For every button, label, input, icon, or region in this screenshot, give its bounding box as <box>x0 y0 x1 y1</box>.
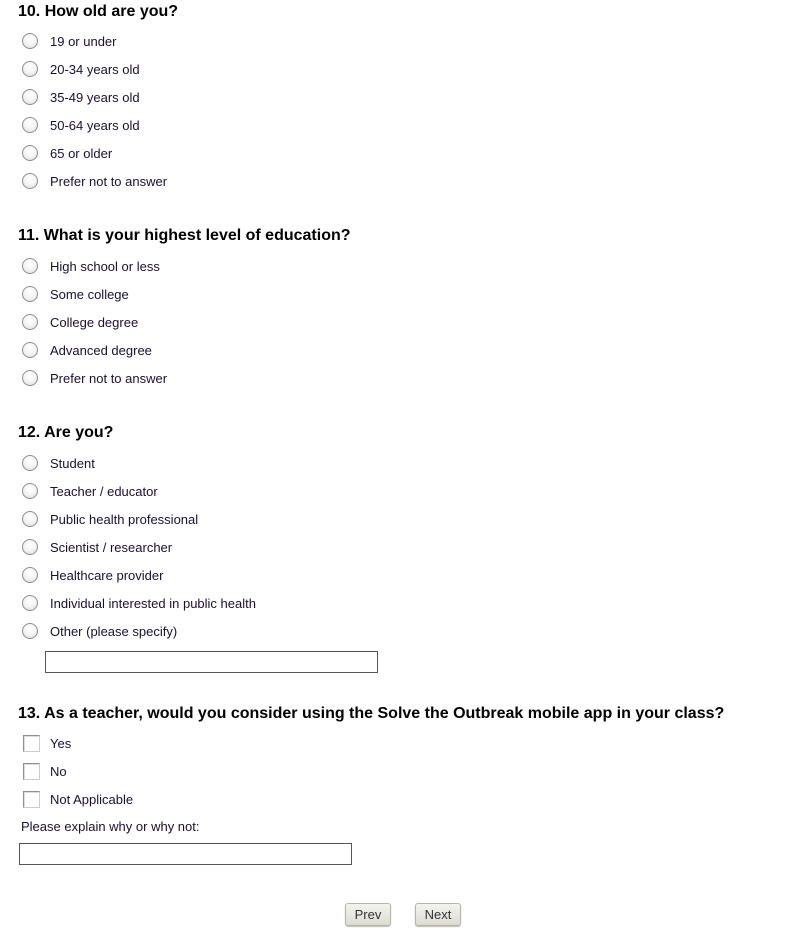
option-label: Public health professional <box>50 511 199 527</box>
explain-label: Please explain why or why not: <box>21 819 200 834</box>
option-label: Individual interested in public health <box>50 595 256 611</box>
radio-button[interactable] <box>22 370 38 386</box>
question-12-title: 12. Are you? <box>18 424 114 441</box>
option-35-49-years-old[interactable] <box>22 87 140 107</box>
option-label: Some college <box>50 286 129 302</box>
option-label: Teacher / educator <box>50 483 158 499</box>
checkbox[interactable] <box>23 735 40 752</box>
question-13-title: 13. As a teacher, would you consider using the Solve the Outbreak mobile app in your class? <box>18 705 725 722</box>
option-label: No <box>50 763 67 779</box>
option-50-64-years-old[interactable] <box>22 115 140 135</box>
option-some-college[interactable] <box>22 284 129 304</box>
option-yes[interactable] <box>22 733 72 753</box>
option-label: Healthcare provider <box>50 567 164 583</box>
option-65-or-older[interactable] <box>22 143 113 163</box>
option-label: Yes <box>50 735 72 751</box>
option-label: 50-64 years old <box>50 117 140 133</box>
other-specify-input[interactable] <box>45 651 378 673</box>
radio-button[interactable] <box>22 539 38 555</box>
option-individual-interested-in-public-health[interactable] <box>22 593 256 613</box>
radio-button[interactable] <box>22 623 38 639</box>
next-button[interactable]: Next <box>415 903 461 926</box>
question-10-title: 10. How old are you? <box>18 3 179 20</box>
option-scientist-researcher[interactable] <box>22 537 173 557</box>
option-label: 19 or under <box>50 33 117 49</box>
radio-button[interactable] <box>22 314 38 330</box>
option-prefer-not-to-answer[interactable] <box>22 171 168 191</box>
option-label: Prefer not to answer <box>50 370 168 386</box>
option-label: Scientist / researcher <box>50 539 173 555</box>
radio-button[interactable] <box>22 286 38 302</box>
option-19-or-under[interactable] <box>22 31 117 51</box>
checkbox[interactable] <box>23 791 40 808</box>
explain-input[interactable] <box>19 843 352 865</box>
option-label: High school or less <box>50 258 160 274</box>
radio-button[interactable] <box>22 342 38 358</box>
radio-button[interactable] <box>22 33 38 49</box>
option-label: 35-49 years old <box>50 89 140 105</box>
option-teacher-educator[interactable] <box>22 481 158 501</box>
radio-button[interactable] <box>22 145 38 161</box>
radio-button[interactable] <box>22 117 38 133</box>
radio-button[interactable] <box>22 61 38 77</box>
option-label: 20-34 years old <box>50 61 140 77</box>
checkbox[interactable] <box>23 763 40 780</box>
radio-button[interactable] <box>22 483 38 499</box>
radio-button[interactable] <box>22 258 38 274</box>
option-student[interactable] <box>22 453 95 473</box>
option-high-school-or-less[interactable] <box>22 256 160 276</box>
option-label: Not Applicable <box>50 791 134 807</box>
radio-button[interactable] <box>22 89 38 105</box>
option-label: 65 or older <box>50 145 113 161</box>
radio-button[interactable] <box>22 455 38 471</box>
option-advanced-degree[interactable] <box>22 340 152 360</box>
radio-button[interactable] <box>22 595 38 611</box>
option-not-applicable[interactable] <box>22 789 134 809</box>
option-public-health-professional[interactable] <box>22 509 199 529</box>
radio-button[interactable] <box>22 511 38 527</box>
option-label: Other (please specify) <box>50 623 178 639</box>
option-other-please-specify[interactable] <box>22 621 178 641</box>
question-11-title: 11. What is your highest level of education? <box>18 227 351 244</box>
option-label: College degree <box>50 314 139 330</box>
option-label: Student <box>50 455 95 471</box>
option-no[interactable] <box>22 761 67 781</box>
radio-button[interactable] <box>22 567 38 583</box>
radio-button[interactable] <box>22 173 38 189</box>
option-prefer-not-to-answer[interactable] <box>22 368 168 388</box>
option-healthcare-provider[interactable] <box>22 565 164 585</box>
prev-button[interactable]: Prev <box>345 903 391 926</box>
option-label: Advanced degree <box>50 342 152 358</box>
option-college-degree[interactable] <box>22 312 139 332</box>
option-label: Prefer not to answer <box>50 173 168 189</box>
option-20-34-years-old[interactable] <box>22 59 140 79</box>
